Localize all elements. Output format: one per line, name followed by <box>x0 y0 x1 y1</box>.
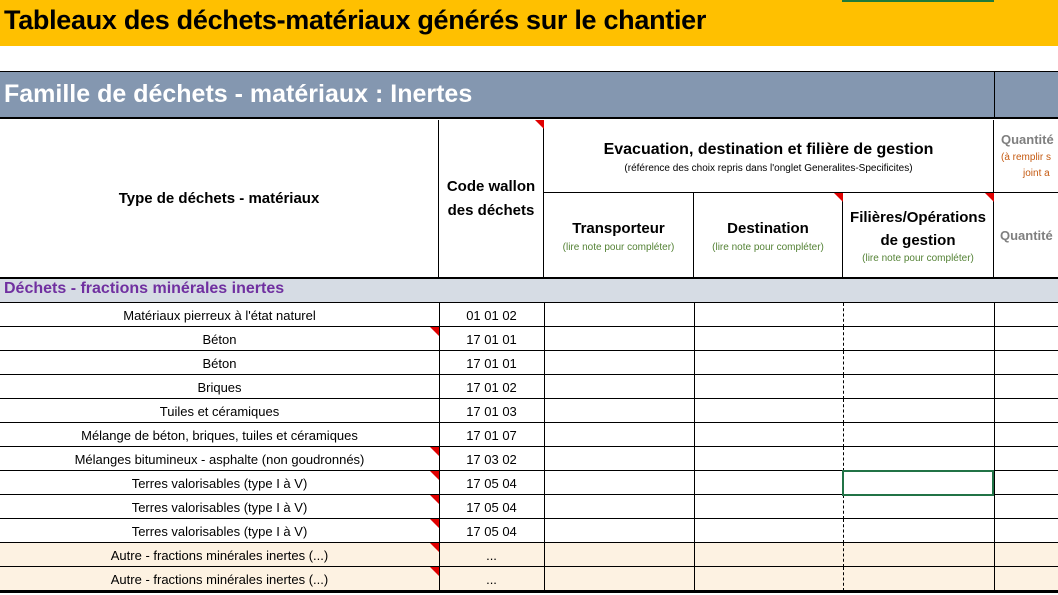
row-type[interactable]: Terres valorisables (type I à V) <box>0 519 440 543</box>
row-destination[interactable] <box>694 543 844 567</box>
header-qty-sub1: (à remplir s <box>1001 152 1052 163</box>
row-type[interactable]: Autre - fractions minérales inertes (...) <box>0 543 440 567</box>
row-quantity[interactable] <box>994 543 1058 567</box>
row-quantity[interactable] <box>994 471 1058 495</box>
row-code[interactable]: 17 05 04 <box>439 519 545 543</box>
row-code[interactable]: 17 05 04 <box>439 471 545 495</box>
row-quantity[interactable] <box>994 351 1058 375</box>
row-transporteur[interactable] <box>544 303 695 327</box>
family-header: Famille de déchets - matériaux : Inertes <box>4 80 473 108</box>
row-transporteur[interactable] <box>544 375 695 399</box>
row-type[interactable]: Autre - fractions minérales inertes (...) <box>0 567 440 591</box>
row-filiere[interactable] <box>843 375 995 399</box>
row-filiere[interactable] <box>843 351 995 375</box>
row-type[interactable]: Briques <box>0 375 440 399</box>
table-row[interactable] <box>0 327 1058 351</box>
header-destination-cell[interactable] <box>694 193 843 277</box>
row-type[interactable]: Tuiles et céramiques <box>0 399 440 423</box>
header-evac-title: Evacuation, destination et filière de gestion <box>603 140 934 158</box>
row-destination[interactable] <box>694 303 844 327</box>
header-qty-cell[interactable] <box>994 120 1058 193</box>
selection-edge <box>842 0 994 2</box>
header-type: Type de déchets - matériaux <box>118 189 320 207</box>
header-destination-note: (lire note pour compléter) <box>712 241 824 253</box>
header-qty-bottom-cell[interactable] <box>994 193 1058 277</box>
family-header-ext-cell[interactable] <box>994 72 1058 119</box>
row-destination[interactable] <box>694 423 844 447</box>
comment-marker-icon[interactable] <box>430 495 439 504</box>
table-row[interactable] <box>0 423 1058 447</box>
section-label: Déchets - fractions minérales inertes <box>4 280 285 297</box>
sheet-title: Tableaux des déchets-matériaux générés sur le chantier <box>4 5 707 35</box>
row-code[interactable]: 17 05 04 <box>439 495 545 519</box>
row-quantity[interactable] <box>994 399 1058 423</box>
row-code[interactable]: 17 01 07 <box>439 423 545 447</box>
row-code[interactable]: 17 01 02 <box>439 375 545 399</box>
selected-cell[interactable] <box>842 470 994 496</box>
row-destination[interactable] <box>694 351 844 375</box>
table-row[interactable] <box>0 519 1058 543</box>
row-code[interactable]: 17 03 02 <box>439 447 545 471</box>
comment-marker-icon[interactable] <box>430 567 439 576</box>
row-destination[interactable] <box>694 471 844 495</box>
comment-marker-icon[interactable] <box>430 543 439 552</box>
row-filiere[interactable] <box>843 519 995 543</box>
comment-marker-icon[interactable] <box>430 447 439 456</box>
header-transporteur: Transporteur <box>572 219 665 237</box>
row-transporteur[interactable] <box>544 423 695 447</box>
row-type[interactable]: Matériaux pierreux à l'état naturel <box>0 303 440 327</box>
header-destination: Destination <box>727 219 809 237</box>
header-qty-bottom: Quantité <box>1000 228 1053 243</box>
row-quantity[interactable] <box>994 423 1058 447</box>
row-code[interactable]: 17 01 01 <box>439 327 545 351</box>
row-filiere[interactable] <box>843 327 995 351</box>
table-row[interactable] <box>0 351 1058 375</box>
row-filiere[interactable] <box>843 423 995 447</box>
row-destination[interactable] <box>694 519 844 543</box>
row-destination[interactable] <box>694 399 844 423</box>
header-evac-sub: (référence des choix repris dans l'onglet Generalites-Specificites) <box>624 162 913 174</box>
row-code[interactable]: 17 01 01 <box>439 351 545 375</box>
comment-marker-icon[interactable] <box>985 193 994 202</box>
row-transporteur[interactable] <box>544 471 695 495</box>
header-filieres-line2: de gestion <box>880 231 956 249</box>
row-quantity[interactable] <box>994 519 1058 543</box>
table-bottom-border <box>0 591 1058 593</box>
row-filiere[interactable] <box>843 543 995 567</box>
comment-marker-icon[interactable] <box>535 120 544 129</box>
header-evac-cell[interactable] <box>544 120 994 193</box>
row-transporteur[interactable] <box>544 399 695 423</box>
comment-marker-icon[interactable] <box>834 193 843 202</box>
table-row[interactable] <box>0 399 1058 423</box>
header-transporteur-note: (lire note pour compléter) <box>562 241 675 253</box>
header-qty-sub2: joint a <box>1023 168 1050 179</box>
table-row[interactable] <box>0 375 1058 399</box>
row-quantity[interactable] <box>994 567 1058 591</box>
header-code-line1: Code wallon <box>446 177 536 195</box>
row-destination[interactable] <box>694 447 844 471</box>
table-row[interactable] <box>0 543 1058 567</box>
spacer-row[interactable] <box>0 46 1058 72</box>
header-code-line2: des déchets <box>447 201 535 219</box>
comment-marker-icon[interactable] <box>430 519 439 528</box>
row-quantity[interactable] <box>994 303 1058 327</box>
table-row[interactable] <box>0 567 1058 591</box>
header-filieres-line1: Filières/Opérations <box>850 208 986 226</box>
row-transporteur[interactable] <box>544 543 695 567</box>
header-filieres-note: (lire note pour compléter) <box>862 252 974 264</box>
row-quantity[interactable] <box>994 375 1058 399</box>
row-type[interactable]: Terres valorisables (type I à V) <box>0 471 440 495</box>
row-code[interactable]: 17 01 03 <box>439 399 545 423</box>
row-type[interactable]: Béton <box>0 327 440 351</box>
comment-marker-icon[interactable] <box>430 471 439 480</box>
grid-line <box>994 72 995 119</box>
header-code-cell[interactable] <box>439 120 544 277</box>
row-transporteur[interactable] <box>544 327 695 351</box>
row-filiere[interactable] <box>843 495 995 519</box>
row-transporteur[interactable] <box>544 351 695 375</box>
row-type[interactable]: Terres valorisables (type I à V) <box>0 495 440 519</box>
row-code[interactable]: ... <box>439 543 545 567</box>
table-row[interactable] <box>0 495 1058 519</box>
row-code[interactable]: 01 01 02 <box>439 303 545 327</box>
header-type-cell[interactable] <box>0 120 439 277</box>
row-filiere[interactable] <box>843 399 995 423</box>
row-type[interactable]: Mélange de béton, briques, tuiles et céramiques <box>0 423 440 447</box>
header-transporteur-cell[interactable] <box>544 193 694 277</box>
row-transporteur[interactable] <box>544 567 695 591</box>
row-quantity[interactable] <box>994 495 1058 519</box>
row-quantity[interactable] <box>994 327 1058 351</box>
comment-marker-icon[interactable] <box>430 327 439 336</box>
row-transporteur[interactable] <box>544 519 695 543</box>
row-filiere[interactable] <box>843 303 995 327</box>
row-destination[interactable] <box>694 495 844 519</box>
row-code[interactable]: ... <box>439 567 545 591</box>
row-destination[interactable] <box>694 327 844 351</box>
row-transporteur[interactable] <box>544 495 695 519</box>
row-quantity[interactable] <box>994 447 1058 471</box>
row-type[interactable]: Béton <box>0 351 440 375</box>
row-filiere[interactable] <box>843 447 995 471</box>
row-destination[interactable] <box>694 375 844 399</box>
row-type[interactable]: Mélanges bitumineux - asphalte (non goudronnés) <box>0 447 440 471</box>
table-row[interactable] <box>0 303 1058 327</box>
table-row[interactable] <box>0 447 1058 471</box>
row-destination[interactable] <box>694 567 844 591</box>
header-filieres-cell[interactable] <box>843 193 994 277</box>
row-filiere[interactable] <box>843 567 995 591</box>
header-qty-top: Quantité <box>1001 132 1054 147</box>
row-transporteur[interactable] <box>544 447 695 471</box>
